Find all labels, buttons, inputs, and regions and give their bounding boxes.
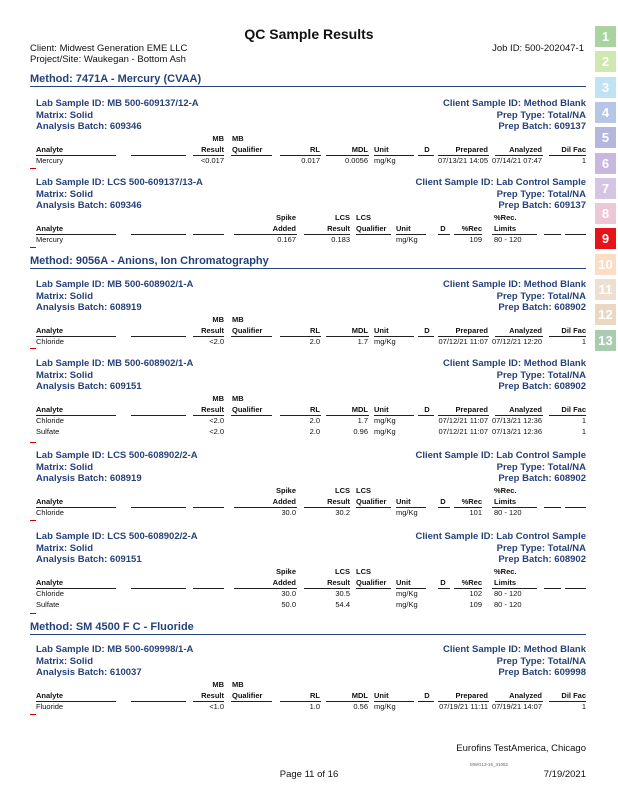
cell-added: 50.0: [281, 600, 296, 609]
cell-limits: 80 - 120: [494, 508, 522, 517]
cell-analyzed: 07/12/21 12:20: [491, 337, 542, 346]
prep-type: Prep Type: Total/NA: [496, 290, 586, 302]
cell-unit: mg/Kg: [374, 416, 396, 425]
cell-limits: 80 - 120: [494, 600, 522, 609]
header-dil-fac: Dil Fac: [561, 405, 586, 414]
prep-type: Prep Type: Total/NA: [496, 188, 586, 200]
cell-prepared: 07/12/21 11:07: [438, 416, 488, 425]
sample-info-right: [443, 98, 586, 133]
lab-sample-id: Lab Sample ID: MB 500-609137/12-A: [36, 98, 199, 109]
cell-added: 30.0: [281, 589, 296, 598]
section-tab-12[interactable]: 12: [595, 304, 616, 325]
header-unit: Unit: [396, 224, 411, 233]
column-header: [36, 315, 586, 335]
cell-analyzed: 07/14/21 07:47: [491, 156, 542, 165]
header-d: D: [440, 578, 446, 587]
header-spike: Spike: [275, 486, 296, 495]
client-sample-id: Client Sample ID: Lab Control Sample: [415, 177, 586, 188]
header-qualifier: Qualifier: [356, 224, 387, 233]
section-tab-11[interactable]: 11: [595, 279, 616, 300]
section-tab-10[interactable]: 10: [595, 254, 616, 275]
prep-type: Prep Type: Total/NA: [496, 461, 586, 473]
analysis-batch: Analysis Batch: 609346: [36, 121, 142, 132]
table-row: [36, 508, 586, 518]
analysis-batch: Analysis Batch: 609151: [36, 381, 142, 392]
header-dil-fac: Dil Fac: [561, 145, 586, 154]
cell-unit: mg/Kg: [374, 337, 396, 346]
header-analyte: Analyte: [36, 578, 64, 587]
section-tab-4[interactable]: 4: [595, 102, 616, 123]
prep-batch: Prep Batch: 609998: [498, 667, 586, 678]
cell-result: <0.017: [200, 156, 224, 165]
prep-batch: Prep Batch: 608902: [498, 302, 586, 313]
header-prepared: Prepared: [455, 405, 488, 414]
cell-analyte: Mercury: [36, 156, 64, 165]
document-code: MWG13-15_31052: [470, 762, 509, 767]
table-row: [36, 235, 586, 245]
prep-batch: Prep Batch: 608902: [498, 554, 586, 565]
section-marker: [30, 613, 36, 614]
client-sample-id: Client Sample ID: Lab Control Sample: [415, 450, 586, 461]
header-lcs: LCS: [335, 486, 350, 495]
cell-analyte: Chloride: [36, 337, 64, 346]
header-rec: %Rec: [461, 497, 482, 506]
cell-rl: 0.017: [301, 156, 320, 165]
header-prepared: Prepared: [455, 326, 488, 335]
header-unit: Unit: [374, 691, 389, 700]
cell-analyte: Sulfate: [36, 427, 60, 436]
header-mb: MB: [232, 134, 244, 143]
header-qualifier: Qualifier: [232, 405, 263, 414]
sample-info-left: [36, 177, 203, 212]
cell-prepared: 07/13/21 14:05: [437, 156, 488, 165]
matrix: Matrix: Solid: [36, 109, 94, 121]
header-rec: %Rec: [461, 224, 482, 233]
column-header: [36, 394, 586, 414]
analysis-batch: Analysis Batch: 609151: [36, 554, 142, 565]
header-unit: Unit: [396, 578, 411, 587]
header-rl: RL: [310, 405, 320, 414]
header-result: Result: [327, 497, 350, 506]
prep-batch: Prep Batch: 609137: [498, 200, 586, 211]
cell-unit: mg/Kg: [396, 235, 418, 244]
header-analyzed: Analyzed: [509, 326, 542, 335]
header-analyte: Analyte: [36, 224, 64, 233]
client-sample-id: Client Sample ID: Method Blank: [442, 644, 586, 655]
table-row: [36, 702, 586, 712]
header-prepared: Prepared: [455, 145, 488, 154]
cell-mdl: 1.7: [357, 416, 368, 425]
cell-mdl: 0.56: [353, 702, 368, 711]
cell-mdl: 0.96: [353, 427, 368, 436]
cell-result: 0.183: [331, 235, 350, 244]
prep-type: Prep Type: Total/NA: [496, 109, 586, 121]
cell-unit: mg/Kg: [396, 589, 418, 598]
header-d: D: [424, 326, 430, 335]
header-result: Result: [201, 145, 224, 154]
cell-analyzed: 07/13/21 12:36: [491, 416, 542, 425]
prep-type: Prep Type: Total/NA: [496, 369, 586, 381]
analysis-batch: Analysis Batch: 608919: [36, 473, 142, 484]
matrix: Matrix: Solid: [36, 655, 94, 667]
job-id: Job ID: 500-202047-1: [492, 43, 584, 54]
method-heading-mercury: Method: 7471A - Mercury (CVAA): [30, 73, 586, 87]
cell-added: 0.167: [277, 235, 296, 244]
prep-batch: Prep Batch: 608902: [498, 381, 586, 392]
matrix: Matrix: Solid: [36, 542, 94, 554]
header-unit: Unit: [396, 497, 411, 506]
sample-info-right: [443, 644, 586, 679]
client-sample-id: Client Sample ID: Method Blank: [442, 358, 586, 369]
project-site: Project/Site: Waukegan - Bottom Ash: [30, 54, 186, 65]
sample-info-left: [36, 531, 198, 566]
cell-dil: 1: [581, 416, 586, 425]
cell-result: <2.0: [209, 416, 224, 425]
header-mb: MB: [212, 134, 224, 143]
header-d: D: [424, 145, 430, 154]
cell-unit: mg/Kg: [396, 600, 418, 609]
header-added: Added: [272, 497, 296, 506]
cell-analyte: Chloride: [36, 589, 64, 598]
column-header: [36, 134, 586, 154]
header-result: Result: [201, 691, 224, 700]
header-analyte: Analyte: [36, 405, 64, 414]
cell-rl: 2.0: [309, 337, 320, 346]
header-rec-limit: %Rec.: [494, 213, 517, 222]
lab-sample-id: Lab Sample ID: MB 500-608902/1-A: [36, 279, 194, 290]
lab-sample-id: Lab Sample ID: LCS 500-609137/13-A: [36, 177, 203, 188]
page-number: Page 11 of 16: [279, 769, 339, 780]
cell-dil: 1: [581, 427, 586, 436]
section-tab-2[interactable]: 2: [595, 51, 616, 72]
section-tab-3[interactable]: 3: [595, 77, 616, 98]
header-qualifier: Qualifier: [356, 497, 387, 506]
cell-prepared: 07/19/21 11:11: [439, 702, 488, 711]
header-rl: RL: [310, 145, 320, 154]
prep-type: Prep Type: Total/NA: [496, 655, 586, 667]
cell-analyte: Sulfate: [36, 600, 60, 609]
analysis-batch: Analysis Batch: 608919: [36, 302, 142, 313]
sample-info-left: [36, 644, 193, 679]
cell-rl: 1.0: [309, 702, 320, 711]
header-lcs: LCS: [356, 486, 371, 495]
lab-sample-id: Lab Sample ID: LCS 500-608902/2-A: [36, 450, 198, 461]
cell-prepared: 07/12/21 11:07: [438, 337, 488, 346]
sample-info-right: [416, 531, 587, 566]
cell-dil: 1: [581, 337, 586, 346]
cell-limits: 80 - 120: [494, 235, 522, 244]
client-name: Client: Midwest Generation EME LLC: [30, 43, 188, 54]
sample-info-right: [416, 450, 587, 485]
matrix: Matrix: Solid: [36, 290, 94, 302]
header-mdl: MDL: [351, 326, 368, 335]
header-dil-fac: Dil Fac: [561, 691, 586, 700]
sample-info-right: [416, 177, 587, 212]
header-added: Added: [272, 578, 296, 587]
lab-sample-id: Lab Sample ID: MB 500-609998/1-A: [36, 644, 194, 655]
analysis-batch: Analysis Batch: 609346: [36, 200, 142, 211]
column-header: [36, 213, 586, 233]
cell-result: <2.0: [209, 337, 224, 346]
section-marker: [30, 247, 36, 248]
header-mb: MB: [232, 315, 244, 324]
table-row: [36, 427, 586, 437]
header-mdl: MDL: [351, 145, 368, 154]
header-mb: MB: [212, 315, 224, 324]
section-marker: [30, 442, 36, 443]
column-header: [36, 486, 586, 506]
method-heading-anions: Method: 9056A - Anions, Ion Chromatography: [30, 255, 586, 269]
matrix: Matrix: Solid: [36, 188, 94, 200]
cell-unit: mg/Kg: [374, 427, 396, 436]
cell-unit: mg/Kg: [374, 156, 396, 165]
cell-prepared: 07/12/21 11:07: [438, 427, 488, 436]
header-mb: MB: [212, 394, 224, 403]
header-analyzed: Analyzed: [509, 145, 542, 154]
table-row: [36, 337, 586, 347]
header-lcs: LCS: [356, 213, 371, 222]
header-analyte: Analyte: [36, 145, 64, 154]
cell-analyte: Mercury: [36, 235, 64, 244]
cell-dil: 1: [581, 156, 586, 165]
header-unit: Unit: [374, 326, 389, 335]
cell-rec: 109: [469, 235, 482, 244]
header-rec-limit: %Rec.: [494, 486, 517, 495]
method-heading-fluoride: Method: SM 4500 F C - Fluoride: [30, 621, 586, 635]
header-qualifier: Qualifier: [232, 145, 263, 154]
header-lcs: LCS: [335, 567, 350, 576]
report-date: 7/19/2021: [543, 769, 586, 780]
header-result: Result: [327, 578, 350, 587]
page-title: QC Sample Results: [244, 26, 374, 42]
sample-info-left: [36, 98, 199, 133]
cell-mdl: 0.0056: [345, 156, 368, 165]
header-spike: Spike: [275, 567, 296, 576]
header-lcs: LCS: [335, 213, 350, 222]
section-tab-8[interactable]: 8: [595, 203, 616, 224]
prep-batch: Prep Batch: 609137: [498, 121, 586, 132]
client-sample-id: Client Sample ID: Lab Control Sample: [415, 531, 586, 542]
header-lcs: LCS: [356, 567, 371, 576]
cell-rl: 2.0: [309, 427, 320, 436]
header-rl: RL: [310, 326, 320, 335]
matrix: Matrix: Solid: [36, 461, 94, 473]
cell-analyte: Fluoride: [36, 702, 64, 711]
cell-rec: 109: [469, 600, 482, 609]
cell-analyzed: 07/19/21 14:07: [491, 702, 542, 711]
header-rl: RL: [310, 691, 320, 700]
sample-info-right: [443, 279, 586, 314]
section-tab-7[interactable]: 7: [595, 178, 616, 199]
header-result: Result: [201, 326, 224, 335]
header-limits: Limits: [494, 224, 517, 233]
column-header: [36, 680, 586, 700]
section-marker: [30, 520, 36, 521]
cell-result: <2.0: [209, 427, 224, 436]
table-row: [36, 589, 586, 599]
section-marker: [30, 714, 36, 715]
section-marker: [30, 348, 36, 349]
header-d: D: [424, 691, 430, 700]
cell-mdl: 1.7: [357, 337, 368, 346]
lab-sample-id: Lab Sample ID: MB 500-608902/1-A: [36, 358, 194, 369]
header-analyte: Analyte: [36, 691, 64, 700]
prep-type: Prep Type: Total/NA: [496, 542, 586, 554]
header-rec: %Rec: [461, 578, 482, 587]
client-sample-id: Client Sample ID: Method Blank: [442, 279, 586, 290]
cell-rec: 102: [469, 589, 482, 598]
sample-info-left: [36, 450, 198, 485]
header-analyte: Analyte: [36, 497, 64, 506]
header-unit: Unit: [374, 405, 389, 414]
header-d: D: [424, 405, 430, 414]
cell-result: 30.2: [335, 508, 350, 517]
header-mdl: MDL: [351, 405, 368, 414]
cell-analyzed: 07/13/21 12:36: [491, 427, 542, 436]
cell-rec: 101: [469, 508, 482, 517]
cell-analyte: Chloride: [36, 416, 64, 425]
header-mb: MB: [232, 680, 244, 689]
client-info: [30, 43, 187, 65]
client-sample-id: Client Sample ID: Method Blank: [442, 98, 586, 109]
header-analyte: Analyte: [36, 326, 64, 335]
prep-batch: Prep Batch: 608902: [498, 473, 586, 484]
header-rec-limit: %Rec.: [494, 567, 517, 576]
cell-rl: 2.0: [309, 416, 320, 425]
header-result: Result: [201, 405, 224, 414]
header-limits: Limits: [494, 497, 517, 506]
section-tab-1[interactable]: 1: [595, 26, 616, 47]
header-qualifier: Qualifier: [232, 326, 263, 335]
cell-dil: 1: [581, 702, 586, 711]
lab-sample-id: Lab Sample ID: LCS 500-608902/2-A: [36, 531, 198, 542]
sample-info-left: [36, 358, 193, 393]
cell-unit: mg/Kg: [374, 702, 396, 711]
cell-result: <1.0: [209, 702, 224, 711]
section-tab-5[interactable]: 5: [595, 127, 616, 148]
header-analyzed: Analyzed: [509, 405, 542, 414]
section-tab-9[interactable]: 9: [595, 228, 616, 249]
header-qualifier: Qualifier: [232, 691, 263, 700]
column-header: [36, 567, 586, 587]
table-row: [36, 416, 586, 426]
lab-name: Eurofins TestAmerica, Chicago: [456, 743, 586, 754]
matrix: Matrix: Solid: [36, 369, 94, 381]
cell-result: 30.5: [335, 589, 350, 598]
cell-unit: mg/Kg: [396, 508, 418, 517]
section-tab-13[interactable]: 13: [595, 330, 616, 351]
header-prepared: Prepared: [455, 691, 488, 700]
header-analyzed: Analyzed: [509, 691, 542, 700]
table-row: [36, 156, 586, 166]
table-row: [36, 600, 586, 610]
header-d: D: [440, 497, 446, 506]
cell-result: 54.4: [335, 600, 350, 609]
sample-info-right: [443, 358, 586, 393]
header-result: Result: [327, 224, 350, 233]
header-mdl: MDL: [351, 691, 368, 700]
header-added: Added: [272, 224, 296, 233]
header-mb: MB: [212, 680, 224, 689]
header-mb: MB: [232, 394, 244, 403]
header-dil-fac: Dil Fac: [561, 326, 586, 335]
header-limits: Limits: [494, 578, 517, 587]
header-unit: Unit: [374, 145, 389, 154]
cell-analyte: Chloride: [36, 508, 64, 517]
cell-added: 30.0: [281, 508, 296, 517]
cell-limits: 80 - 120: [494, 589, 522, 598]
header-spike: Spike: [275, 213, 296, 222]
section-marker: [30, 168, 36, 169]
sample-info-left: [36, 279, 193, 314]
header-qualifier: Qualifier: [356, 578, 387, 587]
section-tab-6[interactable]: 6: [595, 153, 616, 174]
analysis-batch: Analysis Batch: 610037: [36, 667, 142, 678]
header-d: D: [440, 224, 446, 233]
